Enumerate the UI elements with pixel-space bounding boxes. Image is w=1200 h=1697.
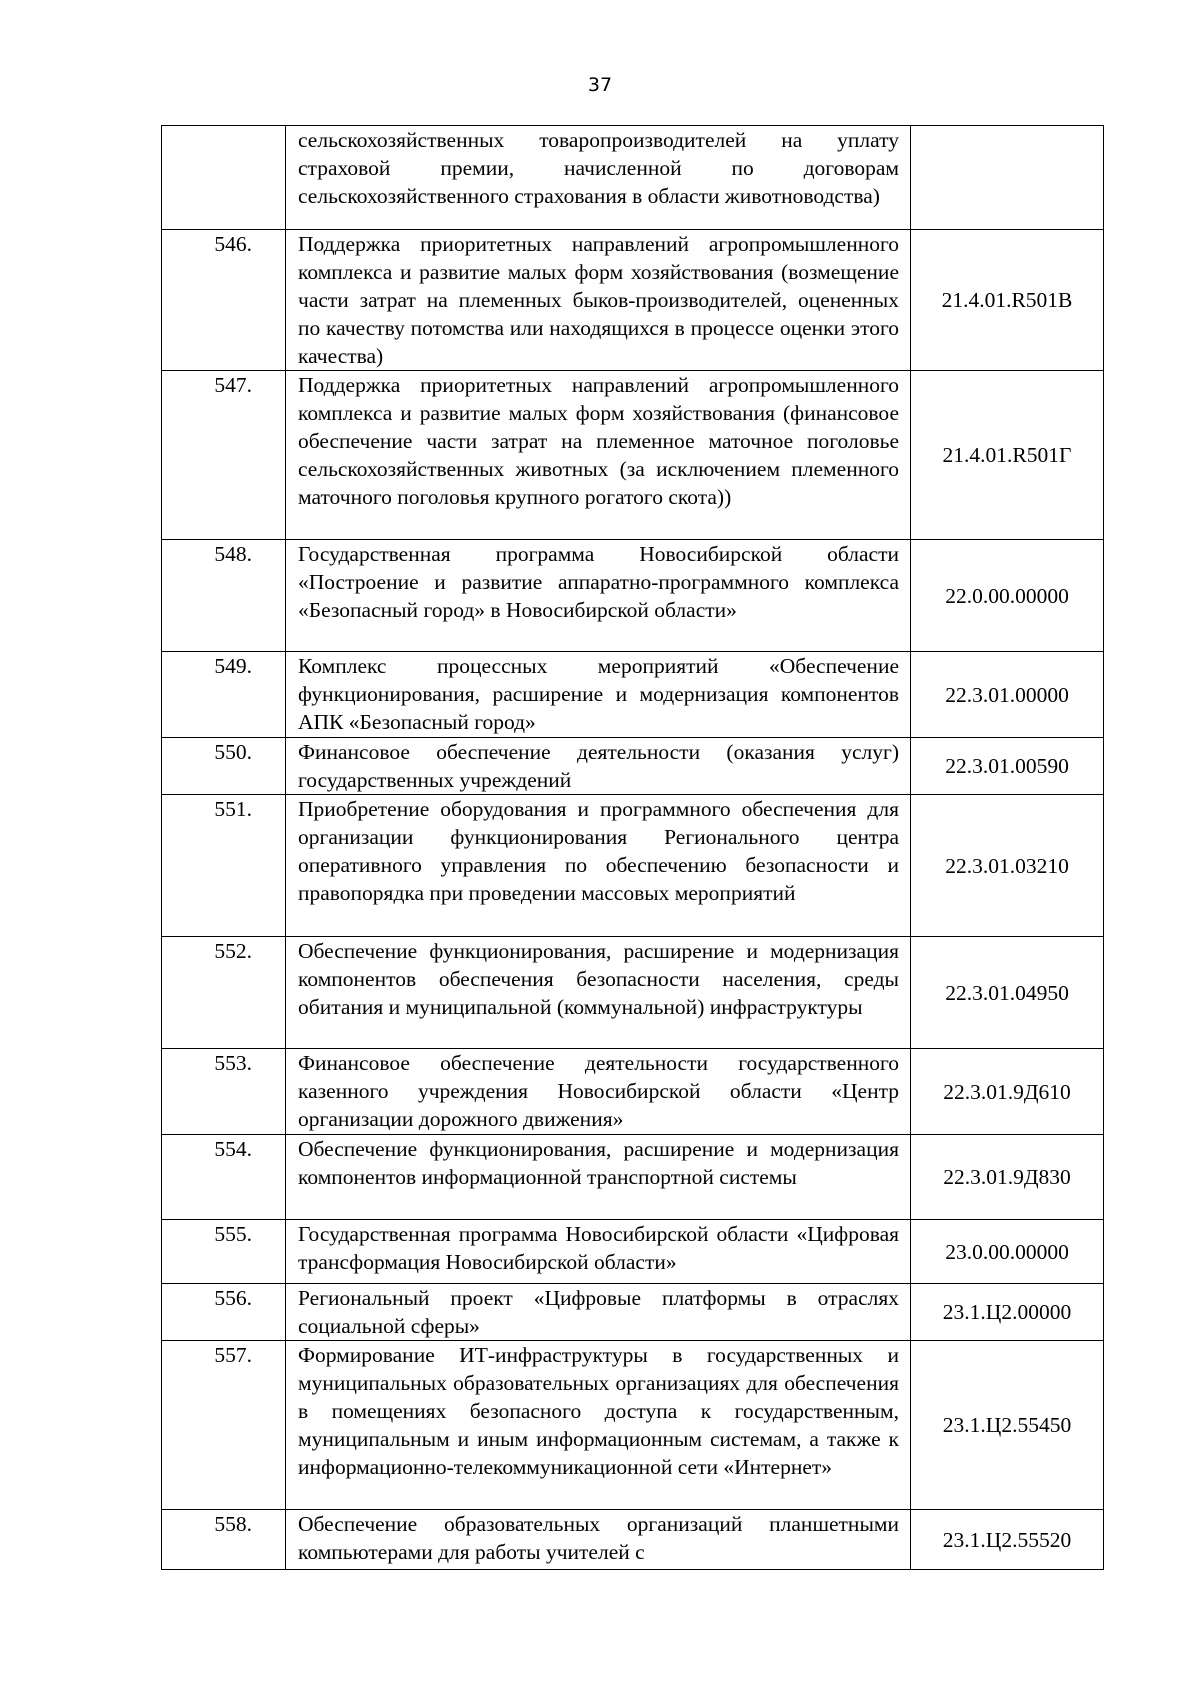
row-code: 21.4.01.R501Г (911, 371, 1104, 540)
row-code: 21.4.01.R501В (911, 230, 1104, 371)
table-row (162, 540, 1104, 652)
table-row (162, 652, 1104, 738)
row-number: 553. (162, 1049, 286, 1135)
row-code: 22.3.01.04950 (911, 937, 1104, 1049)
row-name: Обеспечение функционирования, расширение и модернизация компонентов информационной транспортной системы (286, 1135, 911, 1220)
row-code: 22.3.01.9Д830 (911, 1135, 1104, 1220)
page-number: 37 (587, 74, 613, 96)
row-code: 23.1.Ц2.00000 (911, 1284, 1104, 1341)
row-number: 546. (162, 230, 286, 371)
table-row (162, 371, 1104, 540)
row-name: Приобретение оборудования и программного обеспечения для организации функционирования Регионального центра оперативного управления по обеспечению безопасности и правопорядка при проведении массовых мероприятий (286, 795, 911, 937)
row-name: Финансовое обеспечение деятельности государственного казенного учреждения Новосибирской области «Центр организации дорожного движения» (286, 1049, 911, 1135)
row-number: 554. (162, 1135, 286, 1220)
row-code: 22.3.01.00000 (911, 652, 1104, 738)
row-number: 551. (162, 795, 286, 937)
row-code: 23.0.00.00000 (911, 1220, 1104, 1284)
row-name: Финансовое обеспечение деятельности (оказания услуг) государственных учреждений (286, 738, 911, 795)
table-row (162, 795, 1104, 937)
row-name: Формирование ИТ-инфраструктуры в государственных и муниципальных образовательных организациях для обеспечения в помещениях безопасного доступа к государственным, муниципальным и иным информационным системам, а также к информационно-телекоммуникационной сети «Интернет» (286, 1341, 911, 1510)
row-name: Региональный проект «Цифровые платформы в отраслях социальной сферы» (286, 1284, 911, 1341)
row-name: Комплекс процессных мероприятий «Обеспечение функционирования, расширение и модернизация компонентов АПК «Безопасный город» (286, 652, 911, 738)
row-number: 556. (162, 1284, 286, 1341)
table-row (162, 1510, 1104, 1570)
row-name: Обеспечение функционирования, расширение и модернизация компонентов обеспечения безопасности населения, среды обитания и муниципальной (коммунальной) инфраструктуры (286, 937, 911, 1049)
table-row (162, 126, 1104, 230)
row-number (162, 126, 286, 230)
table-row (162, 1341, 1104, 1510)
row-code (911, 126, 1104, 230)
budget-code-table (161, 125, 1104, 1570)
row-code: 22.0.00.00000 (911, 540, 1104, 652)
table-row (162, 1284, 1104, 1341)
row-name: Государственная программа Новосибирской области «Построение и развитие аппаратно-программного комплекса «Безопасный город» в Новосибирской области» (286, 540, 911, 652)
row-number: 549. (162, 652, 286, 738)
row-number: 548. (162, 540, 286, 652)
row-name: Обеспечение образовательных организаций планшетными компьютерами для работы учителей с (286, 1510, 911, 1570)
row-number: 552. (162, 937, 286, 1049)
row-code: 23.1.Ц2.55520 (911, 1510, 1104, 1570)
row-name: сельскохозяйственных товаропроизводителей на уплату страховой премии, начисленной по договорам сельскохозяйственного страхования в области животноводства) (286, 126, 911, 230)
table-row (162, 1135, 1104, 1220)
table-row (162, 937, 1104, 1049)
row-number: 557. (162, 1341, 286, 1510)
row-number: 550. (162, 738, 286, 795)
table-row (162, 1049, 1104, 1135)
table-row (162, 738, 1104, 795)
row-code: 22.3.01.03210 (911, 795, 1104, 937)
row-code: 22.3.01.9Д610 (911, 1049, 1104, 1135)
table-row (162, 1220, 1104, 1284)
row-name: Поддержка приоритетных направлений агропромышленного комплекса и развитие малых форм хозяйствования (финансовое обеспечение части затрат на племенное маточное поголовье сельскохозяйственных животных (за исключением племенного маточного поголовья крупного рогатого скота)) (286, 371, 911, 540)
table-row (162, 230, 1104, 371)
row-number: 555. (162, 1220, 286, 1284)
row-code: 22.3.01.00590 (911, 738, 1104, 795)
row-code: 23.1.Ц2.55450 (911, 1341, 1104, 1510)
row-name: Поддержка приоритетных направлений агропромышленного комплекса и развитие малых форм хозяйствования (возмещение части затрат на племенных быков-производителей, оцененных по качеству потомства или находящихся в процессе оценки этого качества) (286, 230, 911, 371)
row-name: Государственная программа Новосибирской области «Цифровая трансформация Новосибирской области» (286, 1220, 911, 1284)
row-number: 547. (162, 371, 286, 540)
row-number: 558. (162, 1510, 286, 1570)
